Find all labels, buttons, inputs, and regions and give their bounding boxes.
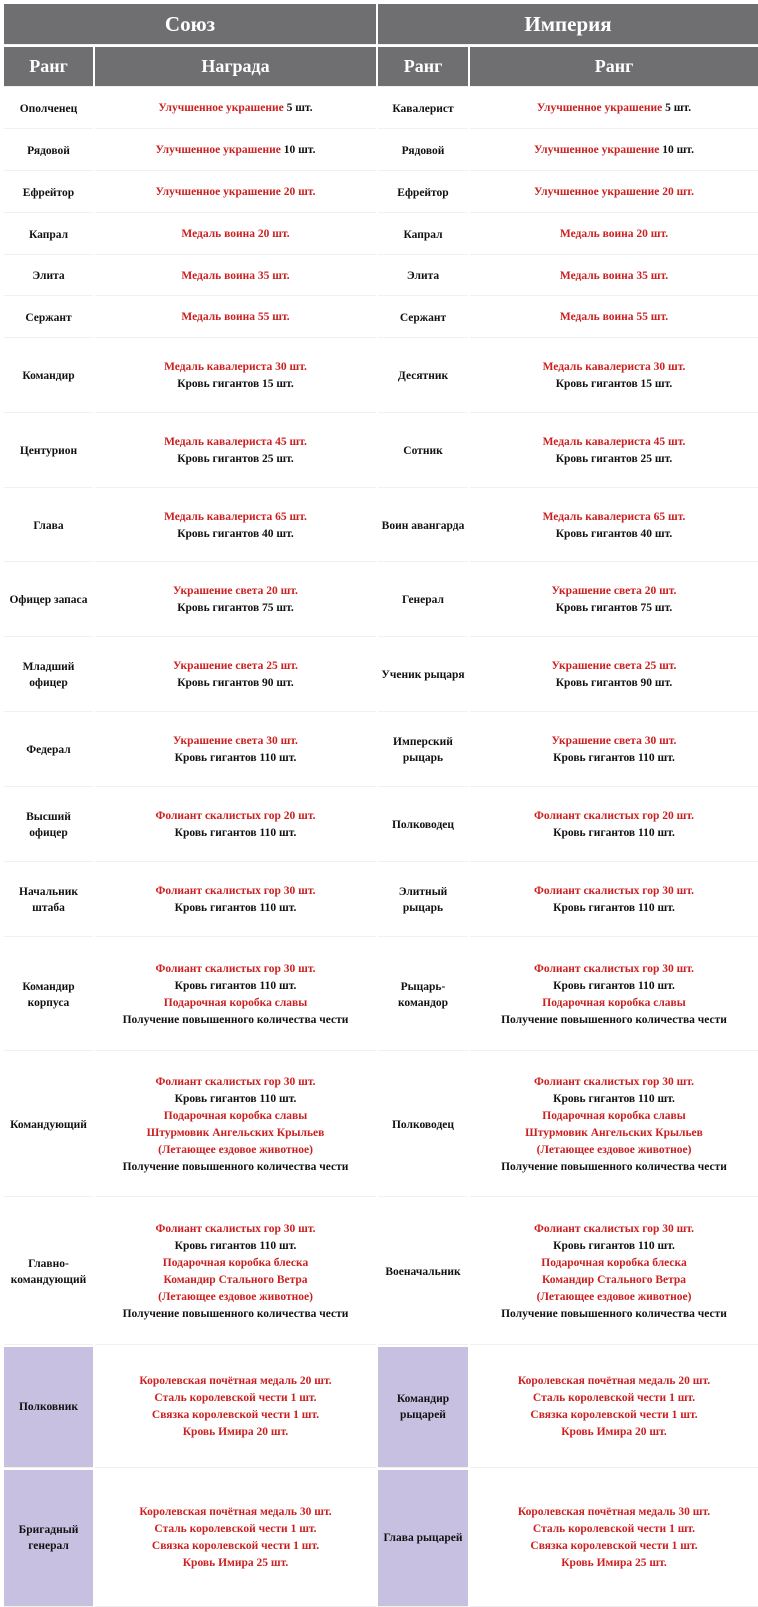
- reward-line: [553, 1238, 675, 1255]
- reward-line: [123, 1012, 349, 1029]
- reward-item-text: Медаль воина 35 шт.: [559, 269, 669, 282]
- reward-item-text: Медаль воина 20 шт.: [181, 228, 290, 240]
- reward-item-text: Медаль кавалериста 45 шт.: [164, 436, 307, 448]
- empire-rank-cell: Генерал: [378, 564, 468, 637]
- reward-line: [543, 359, 686, 376]
- empire-rank-cell: Элита: [378, 257, 468, 296]
- reward-line: [553, 900, 675, 917]
- reward-item-text: Сталь королевской чести 1 шт.: [532, 1523, 696, 1535]
- reward-line: [156, 184, 316, 201]
- reward-item-text: Украшение света 30 шт.: [551, 735, 677, 747]
- reward-item-text: Кровь гигантов 25 шт.: [177, 453, 294, 465]
- reward-item-text: Украшение света 20 шт.: [551, 585, 677, 597]
- reward-line: [541, 1255, 686, 1272]
- union-reward-cell: [95, 1347, 376, 1468]
- reward-line: [181, 226, 289, 243]
- reward-item-text: (Летающее ездовое животное): [158, 1143, 313, 1156]
- union-reward-cell: [95, 1053, 376, 1197]
- reward-line: [183, 1424, 289, 1441]
- empire-rank-cell: Военачальник: [378, 1199, 468, 1345]
- reward-line: [560, 268, 668, 285]
- reward-line: [175, 978, 297, 995]
- reward-line: [177, 675, 294, 692]
- reward-line: [556, 376, 673, 393]
- union-rank-cell: Начальник штаба: [4, 864, 93, 937]
- reward-line: [156, 1074, 316, 1091]
- union-reward-cell: [95, 714, 376, 787]
- union-reward-cell: [95, 298, 376, 338]
- union-rank-cell: Главно-командующий: [4, 1199, 93, 1345]
- reward-line: [183, 1555, 289, 1572]
- reward-line: [156, 961, 316, 978]
- reward-line: [158, 1142, 313, 1159]
- empire-reward-header: Ранг: [470, 47, 758, 87]
- reward-line: [534, 1074, 694, 1091]
- reward-item-text: Фолиант скалистых гор 30 шт.: [155, 962, 316, 975]
- reward-item-text: Улучшенное украшение: [534, 144, 660, 156]
- reward-line: [175, 1091, 297, 1108]
- reward-line: [164, 434, 307, 451]
- reward-line: [543, 509, 686, 526]
- reward-item-text: Королевская почётная медаль 20 шт.: [517, 1375, 711, 1387]
- reward-line: [158, 1289, 313, 1306]
- empire-reward-cell: [470, 490, 758, 562]
- reward-line: [518, 1373, 710, 1390]
- reward-item-text: Улучшенное украшение: [536, 102, 663, 114]
- reward-item-text: Кровь Имира 20 шт.: [561, 1426, 667, 1438]
- union-rank-cell: Офицер запаса: [4, 564, 93, 637]
- reward-line: [552, 658, 677, 675]
- reward-line: [556, 675, 673, 692]
- reward-item-text: Фолиант скалистых гор 30 шт.: [155, 885, 316, 897]
- reward-item-text: Кровь гигантов 40 шт.: [555, 527, 673, 540]
- reward-line: [152, 1538, 319, 1555]
- reward-count-text: 10 шт.: [280, 144, 316, 156]
- empire-reward-cell: [470, 789, 758, 862]
- union-rank-cell: Глава: [4, 490, 93, 562]
- reward-item-text: Кровь Имира 25 шт.: [182, 1557, 289, 1569]
- reward-item-text: Улучшенное украшение: [158, 102, 284, 114]
- union-rank-cell: Командующий: [4, 1053, 93, 1197]
- reward-line: [139, 1504, 331, 1521]
- reward-item-text: (Летающее ездовое животное): [536, 1290, 692, 1303]
- reward-item-text: Подарочная коробка блеска: [162, 1256, 309, 1269]
- empire-title: Империя: [378, 4, 758, 45]
- reward-count-text: 10 шт.: [659, 144, 694, 156]
- reward-line: [173, 658, 298, 675]
- empire-reward-cell: [470, 257, 758, 296]
- reward-item-text: Командир Стального Ветра: [163, 1273, 308, 1286]
- reward-item-text: Связка королевской чести 1 шт.: [530, 1409, 698, 1421]
- reward-item-text: Медаль воина 55 шт.: [559, 311, 669, 323]
- union-title: Союз: [4, 4, 376, 45]
- empire-reward-cell: [470, 340, 758, 413]
- reward-item-text: Кровь гигантов 90 шт.: [555, 677, 673, 689]
- reward-item-text: Командир Стального Ветра: [541, 1273, 687, 1286]
- reward-line: [534, 883, 694, 900]
- reward-count-text: 5 шт.: [662, 102, 692, 114]
- union-reward-cell: [95, 89, 376, 129]
- reward-line: [175, 750, 297, 767]
- reward-item-text: Украшение света 25 шт.: [173, 660, 298, 672]
- reward-item-text: Связка королевской чести 1 шт.: [530, 1540, 698, 1552]
- reward-line: [556, 451, 673, 468]
- reward-item-text: Сталь королевской чести 1 шт.: [532, 1392, 696, 1404]
- reward-line: [181, 268, 289, 285]
- reward-line: [542, 1108, 685, 1125]
- reward-item-text: Фолиант скалистых гор 30 шт.: [534, 1075, 694, 1088]
- reward-line: [139, 1373, 331, 1390]
- union-reward-cell: [95, 173, 376, 213]
- reward-item-text: Кровь Имира 25 шт.: [561, 1557, 667, 1569]
- union-reward-cell: [95, 939, 376, 1051]
- empire-rank-cell: Воин авангарда: [378, 490, 468, 562]
- empire-rank-cell: Ученик рыцаря: [378, 639, 468, 712]
- reward-line: [534, 142, 694, 159]
- reward-item-text: Фолиант скалистых гор 30 шт.: [534, 962, 694, 975]
- empire-reward-cell: [470, 1470, 758, 1607]
- reward-item-text: Кровь гигантов 40 шт.: [177, 527, 294, 540]
- union-reward-cell: [95, 257, 376, 296]
- union-rank-cell: Элита: [4, 257, 93, 296]
- empire-reward-cell: [470, 864, 758, 937]
- reward-line: [561, 1555, 667, 1572]
- reward-item-text: Медаль кавалериста 65 шт.: [164, 510, 307, 523]
- union-rank-cell: Полковник: [4, 1347, 93, 1468]
- reward-line: [501, 1159, 727, 1176]
- union-reward-cell: [95, 490, 376, 562]
- empire-reward-cell: [470, 215, 758, 255]
- reward-item-text: Кровь гигантов 110 шт.: [174, 902, 297, 914]
- union-rank-cell: Бригадный генерал: [4, 1470, 93, 1607]
- union-rank-header: Ранг: [4, 47, 93, 87]
- reward-item-text: Получение повышенного количества чести: [501, 1307, 727, 1320]
- reward-line: [556, 526, 673, 543]
- reward-line: [173, 583, 298, 600]
- reward-line: [553, 750, 675, 767]
- empire-reward-cell: [470, 939, 758, 1051]
- reward-item-text: Кровь гигантов 110 шт.: [553, 979, 675, 992]
- reward-line: [181, 309, 289, 326]
- union-reward-cell: [95, 131, 376, 171]
- reward-line: [163, 1255, 308, 1272]
- reward-item-text: Кровь гигантов 110 шт.: [174, 1239, 297, 1252]
- union-rank-cell: Рядовой: [4, 131, 93, 171]
- reward-line: [542, 995, 685, 1012]
- reward-item-text: (Летающее ездовое животное): [536, 1143, 692, 1156]
- reward-line: [543, 434, 686, 451]
- reward-item-text: Украшение света 25 шт.: [551, 660, 677, 672]
- reward-item-text: Королевская почётная медаль 30 шт.: [517, 1506, 711, 1518]
- reward-item-text: Связка королевской чести 1 шт.: [151, 1540, 320, 1552]
- reward-item-text: Кровь гигантов 110 шт.: [174, 979, 297, 992]
- empire-reward-cell: [470, 131, 758, 171]
- union-rank-cell: Командир корпуса: [4, 939, 93, 1051]
- reward-item-text: Подарочная коробка славы: [542, 996, 686, 1009]
- reward-line: [561, 1424, 667, 1441]
- reward-item-text: Медаль кавалериста 30 шт.: [542, 361, 686, 373]
- empire-rank-cell: Сотник: [378, 415, 468, 488]
- union-rank-cell: Ефрейтор: [4, 173, 93, 213]
- reward-line: [164, 359, 307, 376]
- reward-line: [175, 1238, 297, 1255]
- reward-line: [156, 1221, 316, 1238]
- reward-item-text: Получение повышенного количества чести: [122, 1307, 349, 1320]
- reward-line: [164, 995, 307, 1012]
- reward-item-text: Фолиант скалистых гор 30 шт.: [534, 885, 694, 897]
- union-rank-cell: Младший офицер: [4, 639, 93, 712]
- empire-reward-cell: [470, 173, 758, 213]
- reward-item-text: Украшение света 20 шт.: [173, 585, 298, 597]
- empire-rank-cell: Имперский рыцарь: [378, 714, 468, 787]
- union-rank-cell: Центурион: [4, 415, 93, 488]
- reward-item-text: Кровь гигантов 110 шт.: [553, 827, 675, 839]
- union-reward-cell: [95, 415, 376, 488]
- reward-item-text: Кровь Имира 20 шт.: [182, 1426, 289, 1438]
- reward-item-text: Кровь гигантов 15 шт.: [177, 378, 294, 390]
- reward-line: [530, 1538, 697, 1555]
- empire-rank-cell: Полководец: [378, 1053, 468, 1197]
- reward-item-text: Кровь гигантов 110 шт.: [553, 1239, 675, 1252]
- reward-line: [147, 1125, 325, 1142]
- reward-line: [163, 1272, 307, 1289]
- union-reward-cell: [95, 564, 376, 637]
- union-rank-cell: Сержант: [4, 298, 93, 338]
- union-reward-cell: [95, 1470, 376, 1607]
- reward-line: [534, 1221, 694, 1238]
- reward-line: [560, 309, 668, 326]
- reward-count-text: 5 шт.: [283, 102, 313, 114]
- reward-item-text: Медаль кавалериста 45 шт.: [542, 436, 686, 448]
- empire-rank-header: Ранг: [378, 47, 468, 87]
- reward-item-text: Подарочная коробка славы: [542, 1109, 686, 1122]
- reward-item-text: Штурмовик Ангельских Крыльев: [525, 1126, 703, 1139]
- empire-reward-cell: [470, 1199, 758, 1345]
- reward-item-text: Кровь гигантов 15 шт.: [555, 378, 673, 390]
- union-rank-cell: Ополченец: [4, 89, 93, 129]
- reward-item-text: Подарочная коробка славы: [163, 996, 308, 1009]
- reward-line: [553, 825, 675, 842]
- union-rank-cell: Федерал: [4, 714, 93, 787]
- reward-item-text: Фолиант скалистых гор 20 шт.: [534, 810, 694, 822]
- empire-rank-cell: Ефрейтор: [378, 173, 468, 213]
- reward-line: [501, 1306, 727, 1323]
- reward-item-text: Кровь гигантов 90 шт.: [177, 677, 294, 689]
- reward-item-text: Медаль воина 35 шт.: [181, 269, 290, 282]
- reward-item-text: Кровь гигантов 110 шт.: [553, 1092, 675, 1105]
- reward-item-text: Улучшенное украшение: [155, 144, 281, 156]
- reward-item-text: Кровь гигантов 110 шт.: [174, 1092, 297, 1105]
- reward-item-text: Улучшенное украшение 20 шт.: [155, 186, 316, 198]
- reward-item-text: Получение повышенного количества чести: [501, 1013, 727, 1026]
- reward-item-text: Фолиант скалистых гор 30 шт.: [155, 1222, 316, 1235]
- reward-line: [177, 526, 294, 543]
- rank-reward-table: [4, 4, 752, 1607]
- union-reward-cell: [95, 215, 376, 255]
- empire-reward-cell: [470, 1347, 758, 1468]
- empire-rank-cell: Сержант: [378, 298, 468, 338]
- reward-item-text: Связка королевской чести 1 шт.: [151, 1409, 320, 1421]
- reward-item-text: Кровь гигантов 110 шт.: [553, 752, 675, 764]
- reward-item-text: Фолиант скалистых гор 20 шт.: [155, 810, 316, 822]
- reward-line: [552, 733, 677, 750]
- reward-line: [542, 1272, 686, 1289]
- reward-item-text: Кровь гигантов 110 шт.: [174, 752, 297, 764]
- reward-line: [158, 100, 312, 117]
- reward-item-text: Подарочная коробка блеска: [541, 1256, 687, 1269]
- reward-line: [552, 583, 677, 600]
- reward-item-text: Украшение света 30 шт.: [173, 735, 298, 747]
- reward-line: [152, 1407, 319, 1424]
- reward-line: [156, 808, 316, 825]
- reward-line: [177, 451, 294, 468]
- empire-reward-cell: [470, 714, 758, 787]
- reward-line: [177, 376, 294, 393]
- reward-line: [533, 1390, 695, 1407]
- reward-item-text: Штурмовик Ангельских Крыльев: [146, 1126, 325, 1139]
- reward-line: [553, 978, 675, 995]
- union-reward-cell: [95, 789, 376, 862]
- empire-reward-cell: [470, 415, 758, 488]
- empire-reward-cell: [470, 639, 758, 712]
- reward-line: [534, 808, 694, 825]
- reward-item-text: Медаль воина 55 шт.: [181, 311, 290, 323]
- union-reward-cell: [95, 340, 376, 413]
- reward-line: [553, 1091, 675, 1108]
- reward-line: [537, 1289, 692, 1306]
- reward-item-text: Кровь гигантов 25 шт.: [555, 453, 673, 465]
- reward-item-text: Кровь гигантов 75 шт.: [555, 602, 673, 614]
- reward-line: [154, 1521, 316, 1538]
- reward-line: [173, 733, 298, 750]
- reward-line: [123, 1159, 349, 1176]
- union-reward-cell: [95, 639, 376, 712]
- reward-line: [560, 226, 668, 243]
- empire-rank-cell: Десятник: [378, 340, 468, 413]
- reward-item-text: Получение повышенного количества чести: [501, 1160, 727, 1173]
- reward-line: [525, 1125, 703, 1142]
- reward-line: [156, 883, 316, 900]
- reward-item-text: Кровь гигантов 110 шт.: [174, 827, 297, 839]
- reward-line: [533, 1521, 695, 1538]
- reward-item-text: Кровь гигантов 110 шт.: [553, 902, 675, 914]
- reward-line: [534, 184, 694, 201]
- empire-reward-cell: [470, 89, 758, 129]
- union-reward-cell: [95, 1199, 376, 1345]
- empire-rank-cell: Глава рыцарей: [378, 1470, 468, 1607]
- reward-item-text: Медаль кавалериста 30 шт.: [164, 361, 307, 373]
- union-rank-cell: Капрал: [4, 215, 93, 255]
- reward-item-text: Улучшенное украшение 20 шт.: [534, 186, 694, 198]
- empire-rank-cell: Капрал: [378, 215, 468, 255]
- reward-item-text: Сталь королевской чести 1 шт.: [154, 1392, 317, 1404]
- reward-line: [154, 1390, 316, 1407]
- empire-reward-cell: [470, 298, 758, 338]
- reward-item-text: Фолиант скалистых гор 30 шт.: [534, 1222, 694, 1235]
- union-reward-header: Награда: [95, 47, 376, 87]
- empire-rank-cell: Кавалерист: [378, 89, 468, 129]
- reward-line: [177, 600, 294, 617]
- reward-line: [123, 1306, 349, 1323]
- empire-rank-cell: Рыцарь-командор: [378, 939, 468, 1051]
- reward-item-text: Сталь королевской чести 1 шт.: [154, 1523, 317, 1535]
- reward-line: [534, 961, 694, 978]
- empire-rank-cell: Элитный рыцарь: [378, 864, 468, 937]
- union-reward-cell: [95, 864, 376, 937]
- empire-rank-cell: Полководец: [378, 789, 468, 862]
- reward-line: [537, 100, 691, 117]
- reward-item-text: Медаль кавалериста 65 шт.: [542, 510, 686, 523]
- union-rank-cell: Высший офицер: [4, 789, 93, 862]
- reward-item-text: Кровь гигантов 75 шт.: [177, 602, 294, 614]
- reward-item-text: Получение повышенного количества чести: [122, 1013, 349, 1026]
- empire-rank-cell: Рядовой: [378, 131, 468, 171]
- reward-item-text: Королевская почётная медаль 20 шт.: [139, 1375, 332, 1387]
- reward-line: [518, 1504, 710, 1521]
- reward-line: [537, 1142, 692, 1159]
- union-rank-cell: Командир: [4, 340, 93, 413]
- reward-item-text: Фолиант скалистых гор 30 шт.: [155, 1075, 316, 1088]
- reward-line: [175, 825, 297, 842]
- reward-line: [501, 1012, 727, 1029]
- empire-reward-cell: [470, 1053, 758, 1197]
- reward-item-text: Подарочная коробка славы: [163, 1109, 308, 1122]
- reward-line: [164, 509, 307, 526]
- reward-item-text: Получение повышенного количества чести: [122, 1160, 349, 1173]
- reward-line: [164, 1108, 307, 1125]
- reward-line: [175, 900, 297, 917]
- reward-item-text: (Летающее ездовое животное): [158, 1290, 313, 1303]
- reward-item-text: Медаль воина 20 шт.: [559, 228, 669, 240]
- empire-rank-cell: Командир рыцарей: [378, 1347, 468, 1468]
- reward-line: [156, 142, 316, 159]
- reward-line: [530, 1407, 697, 1424]
- reward-line: [556, 600, 673, 617]
- empire-reward-cell: [470, 564, 758, 637]
- reward-item-text: Королевская почётная медаль 30 шт.: [139, 1506, 332, 1518]
